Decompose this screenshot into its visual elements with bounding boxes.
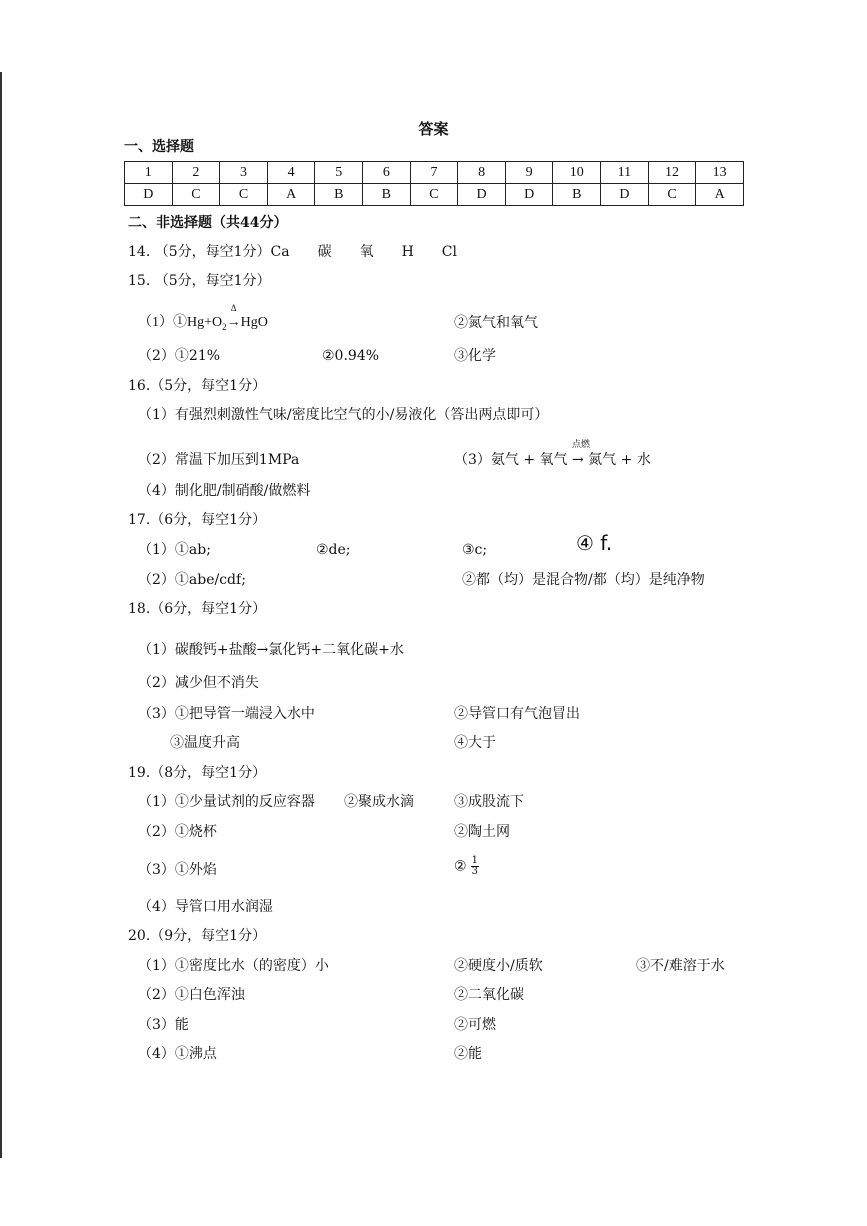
question-number-cell: 2: [172, 162, 220, 184]
q16-ignition-condition: 点燃: [572, 440, 591, 450]
question-number-cell: 10: [553, 162, 601, 184]
q17-line1-a: （1）①ab;: [138, 542, 211, 558]
answer-table: [124, 161, 744, 206]
q15-equation-right: HgO: [240, 315, 268, 330]
q16-line1: （1）有强烈刺激性气味/密度比空气的小/易液化（答出两点即可）: [138, 407, 549, 423]
question-number-cell: 3: [220, 162, 268, 184]
q16-equation-reactants: （3）氨气 + 氧气: [454, 452, 572, 468]
answer-cell: B: [363, 184, 411, 206]
q17-line1-b: ②de;: [316, 542, 351, 558]
q15-header: 15. （5分，每空1分）: [128, 273, 271, 289]
question-number-cell: 1: [125, 162, 173, 184]
q20-line1-b: ②硬度小/质软: [454, 958, 543, 974]
question-number-cell: 7: [410, 162, 458, 184]
question-number-cell: 11: [601, 162, 649, 184]
q19-line4: （4）导管口用水润湿: [138, 899, 273, 915]
answer-cell: D: [505, 184, 553, 206]
q14-header: 14. （5分，每空1分）Ca 碳 氧 H Cl: [128, 244, 457, 260]
q15-line2-a: （2）①21%: [138, 348, 221, 364]
q19-line3-b-label: ②: [454, 858, 467, 875]
question-number-cell: 13: [696, 162, 744, 184]
q18-line2: （2）减少但不消失: [138, 675, 259, 691]
q15-line2-c: ③化学: [454, 348, 496, 364]
q16-equation-products: 氮气 + 水: [583, 452, 651, 468]
q18-header: 18.（6分，每空1分）: [128, 601, 267, 617]
q19-fraction-denominator: 3: [471, 866, 478, 877]
answer-table-answer-row: [125, 184, 744, 206]
answer-cell: C: [172, 184, 220, 206]
q20-line3-a: （3）能: [138, 1017, 189, 1033]
q15-line1-label: （1）①: [138, 315, 187, 330]
q17-line1-c: ③c;: [462, 542, 488, 558]
q15-equation-arrow: [226, 303, 241, 332]
q18-line3-a: （3）①把导管一端浸入水中: [138, 706, 315, 722]
q15-heat-symbol: Δ: [230, 303, 237, 313]
answer-cell: B: [553, 184, 601, 206]
page-title: 答案: [418, 120, 449, 138]
section1-heading: 一、选择题: [124, 139, 194, 155]
q18-line1: （1）碳酸钙+盐酸→氯化钙+二氧化碳+水: [138, 642, 404, 658]
q19-fraction: [471, 856, 479, 877]
q19-line2-a: （2）①烧杯: [138, 824, 217, 840]
q16-line3: （4）制化肥/制硝酸/做燃料: [138, 483, 311, 499]
q16-header: 16.（5分，每空1分）: [128, 378, 267, 394]
question-number-cell: 8: [458, 162, 506, 184]
q17-header: 17.（6分，每空1分）: [128, 512, 267, 528]
q16-equation-arrow: [572, 440, 591, 469]
q20-line4-a: （4）①沸点: [138, 1046, 217, 1062]
q16-arrow-glyph: →: [572, 452, 584, 468]
q19-line3-a: （3）①外焰: [138, 862, 217, 878]
answer-table-number-row: [125, 162, 744, 184]
page-left-border: [0, 72, 2, 1158]
section2-heading: 二、非选择题（共44分）: [128, 215, 288, 231]
q17-line2-a: （2）①abe/cdf;: [138, 572, 246, 588]
q18-line4-b: ④大于: [454, 735, 496, 751]
q20-line4-b: ②能: [454, 1046, 482, 1062]
answer-cell: B: [315, 184, 363, 206]
q19-line3-b: [454, 856, 479, 877]
answer-cell: D: [601, 184, 649, 206]
q15-line2-b: ②0.94%: [322, 348, 380, 364]
q20-line1-c: ③不/难溶于水: [636, 958, 725, 974]
q19-line2-b: ②陶土网: [454, 824, 510, 840]
q20-line2-b: ②二氧化碳: [454, 987, 524, 1003]
q19-line1-c: ③成股流下: [454, 794, 524, 810]
question-number-cell: 6: [363, 162, 411, 184]
q17-line2-b: ②都（均）是混合物/都（均）是纯净物: [462, 572, 705, 588]
answer-cell: A: [267, 184, 315, 206]
question-number-cell: 4: [267, 162, 315, 184]
q19-header: 19.（8分，每空1分）: [128, 765, 267, 781]
question-number-cell: 12: [648, 162, 696, 184]
q20-line1-a: （1）①密度比水（的密度）小: [138, 958, 329, 974]
q15-equation-subscript: 2: [222, 321, 227, 332]
answer-cell: D: [125, 184, 173, 206]
question-number-cell: 9: [505, 162, 553, 184]
q15-equation-left: Hg+O: [187, 315, 223, 330]
answer-cell: C: [220, 184, 268, 206]
q19-line1-b: ②聚成水滴: [344, 794, 414, 810]
q20-line2-a: （2）①白色浑浊: [138, 987, 245, 1003]
question-number-cell: 5: [315, 162, 363, 184]
q19-fraction-numerator: 1: [471, 855, 478, 866]
q15-line1: [138, 303, 268, 336]
q15-line1-right: ②氮气和氧气: [454, 315, 538, 331]
q20-line3-b: ②可燃: [454, 1017, 496, 1033]
answer-cell: D: [458, 184, 506, 206]
q18-line4-a: ③温度升高: [170, 735, 240, 751]
q18-line3-b: ②导管口有气泡冒出: [454, 706, 580, 722]
answer-cell: C: [648, 184, 696, 206]
q15-arrow-glyph: →: [226, 315, 241, 330]
q19-line1-a: （1）①少量试剂的反应容器: [138, 794, 315, 810]
answer-cell: C: [410, 184, 458, 206]
answer-cell: A: [696, 184, 744, 206]
q20-header: 20.（9分，每空1分）: [128, 928, 267, 944]
q17-line1-d: ④ f.: [576, 531, 613, 555]
q16-line2-left: （2）常温下加压到1MPa: [138, 452, 300, 468]
q16-line2-right: [454, 440, 651, 469]
